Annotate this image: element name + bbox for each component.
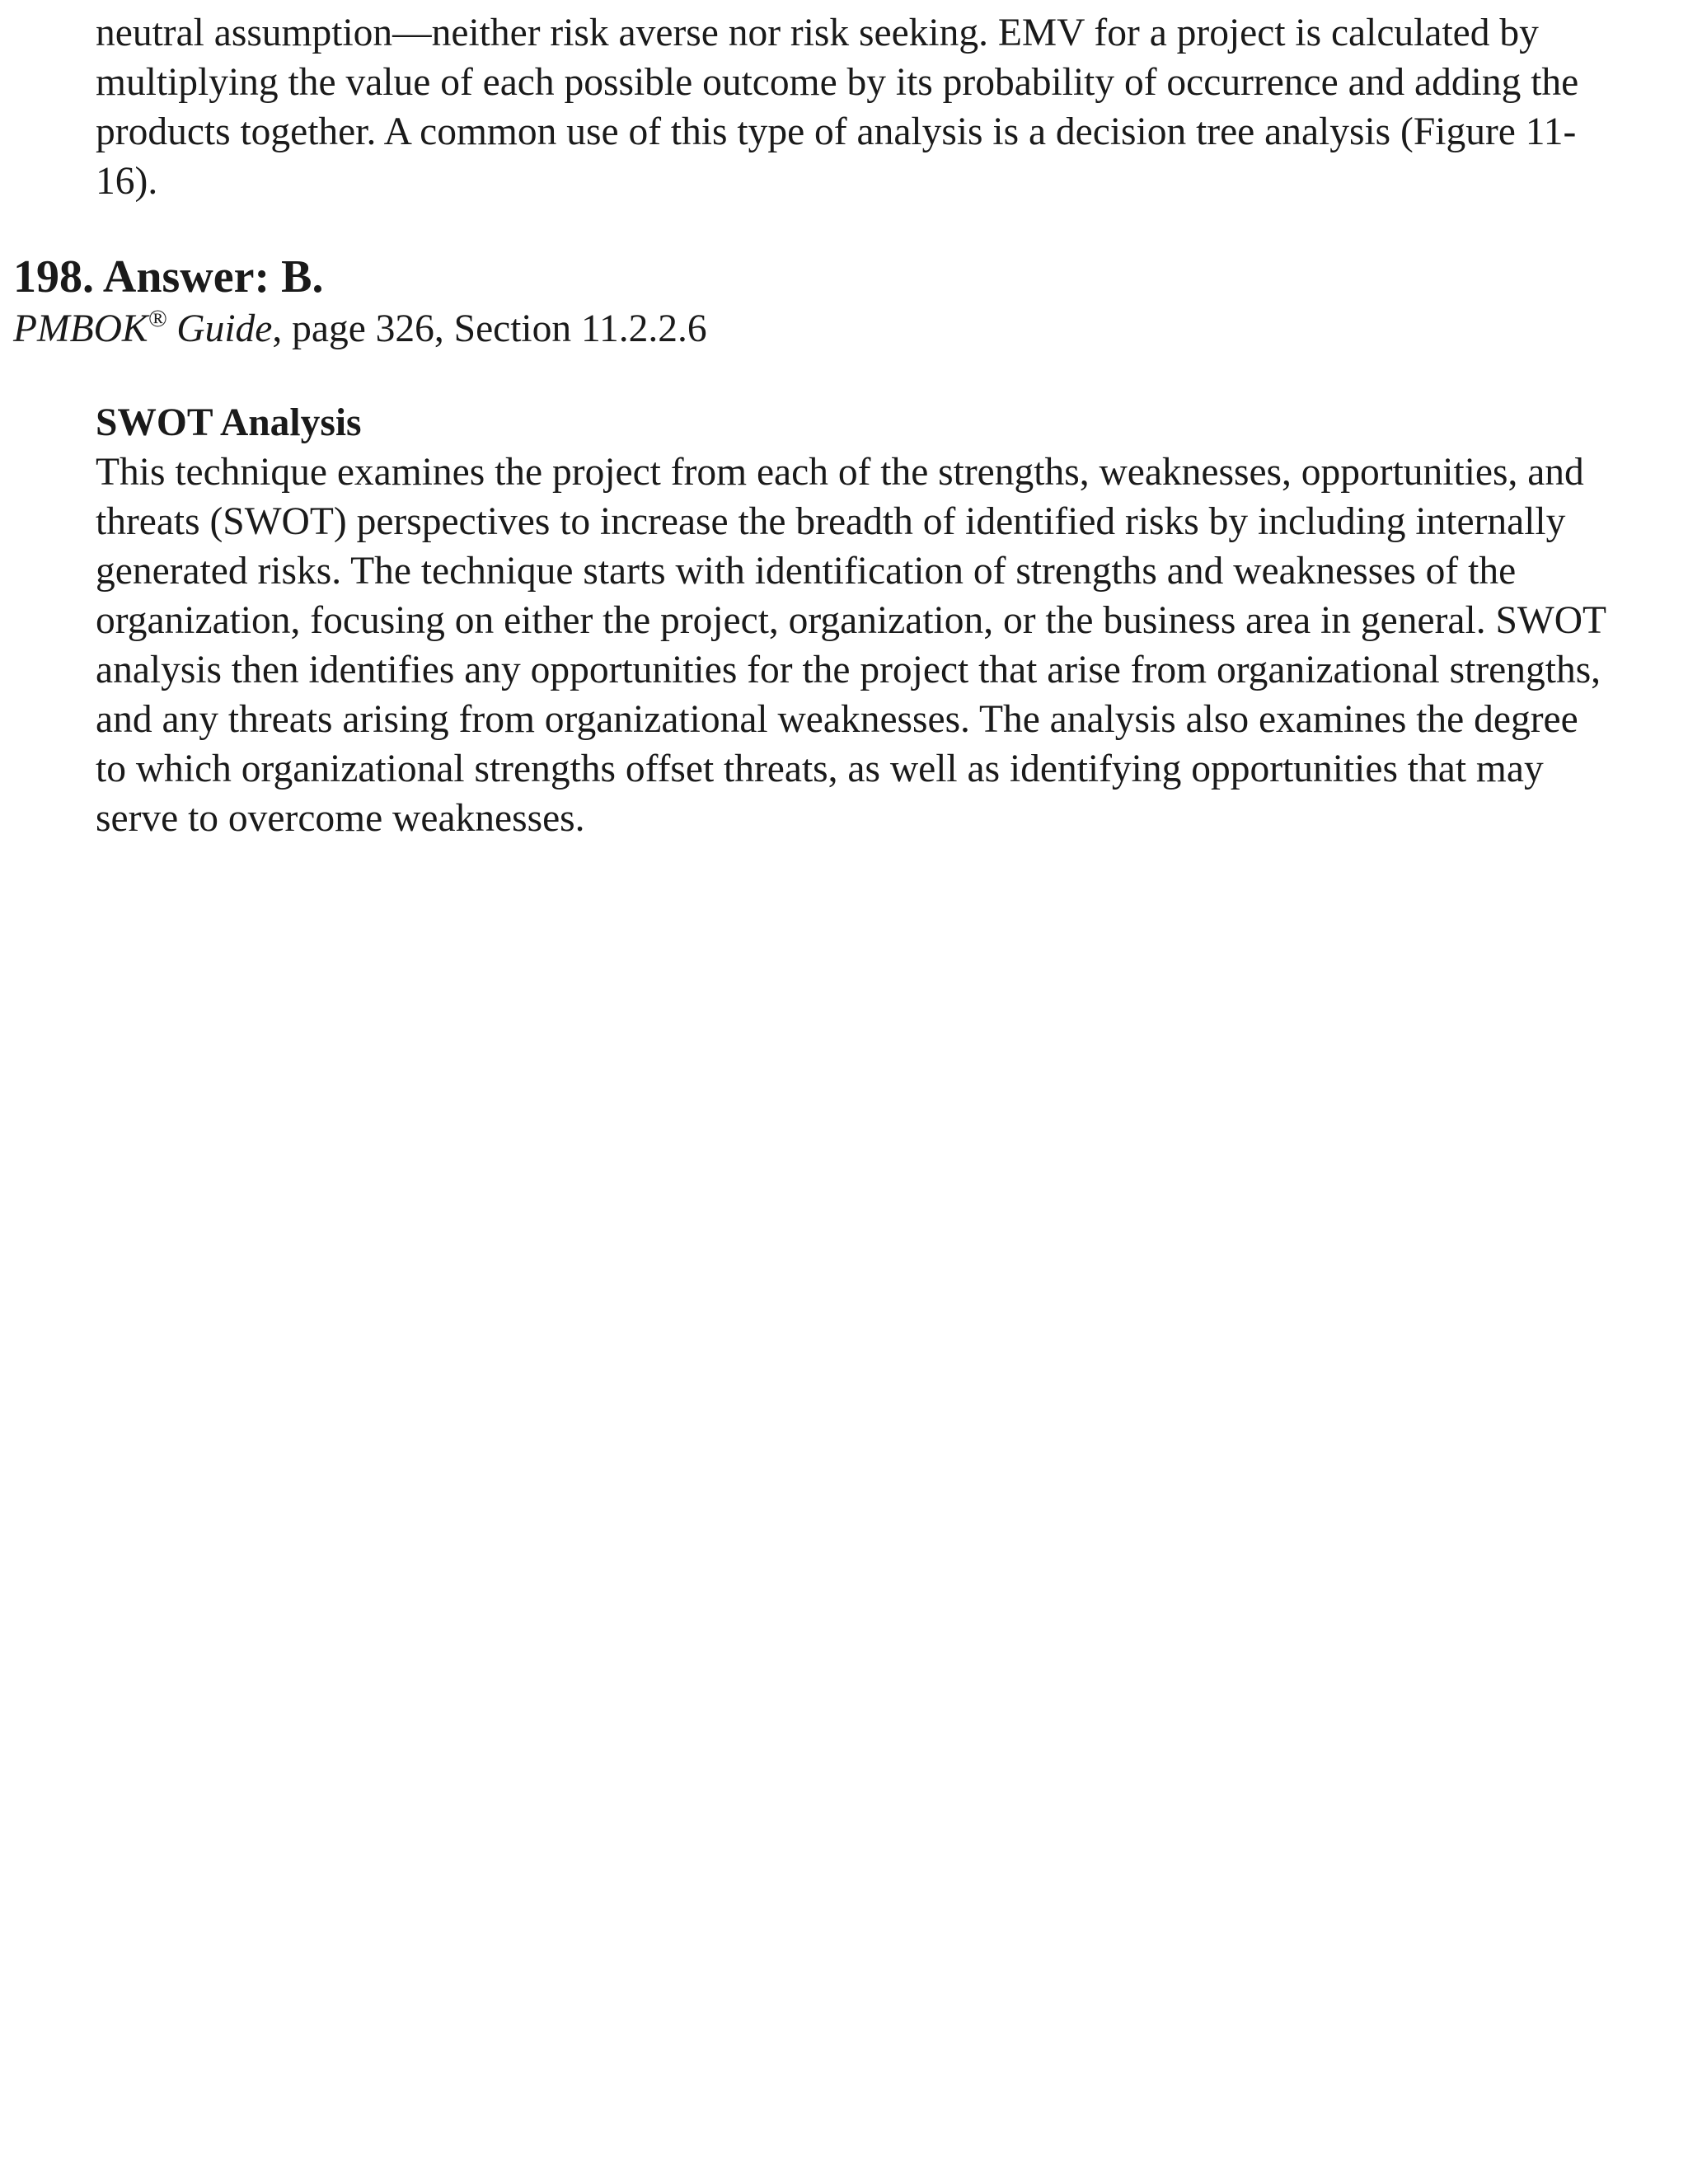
intro-line: multiplying the value of each possible outcome by its probability of occurrence and adding the bbox=[96, 61, 1579, 104]
reference-details: , page 326, Section 11.2.2.6 bbox=[272, 307, 707, 350]
swot-line: threats (SWOT) perspectives to increase the breadth of identified risks by including internally bbox=[96, 500, 1566, 543]
reference-book-title bbox=[13, 307, 272, 350]
registered-mark: ® bbox=[148, 305, 167, 332]
intro-line: neutral assumption—neither risk averse nor risk seeking. EMV for a project is calculated by bbox=[96, 12, 1539, 54]
swot-line: organization, focusing on either the project, organization, or the business area in general. SWOT bbox=[96, 599, 1607, 642]
reference-citation bbox=[13, 303, 707, 354]
swot-paragraph bbox=[96, 448, 1662, 843]
intro-line: 16). bbox=[96, 160, 158, 203]
swot-line: This technique examines the project from each of the strengths, weaknesses, opportunities, and bbox=[96, 451, 1584, 494]
reference-book-suffix: Guide bbox=[166, 307, 273, 350]
intro-paragraph bbox=[96, 8, 1662, 206]
swot-line: generated risks. The technique starts with identification of strengths and weaknesses of the bbox=[96, 550, 1517, 593]
swot-line: and any threats arising from organizational weaknesses. The analysis also examines the degree bbox=[96, 698, 1578, 741]
reference-book: PMBOK bbox=[13, 307, 148, 350]
answer-heading: 198. Answer: B. bbox=[13, 251, 324, 302]
swot-line: analysis then identifies any opportunities for the project that arise from organizational strengths, bbox=[96, 649, 1601, 691]
swot-heading: SWOT Analysis bbox=[96, 401, 362, 444]
swot-line: to which organizational strengths offset threats, as well as identifying opportunities that may bbox=[96, 748, 1544, 790]
swot-line: serve to overcome weaknesses. bbox=[96, 797, 585, 840]
intro-line: products together. A common use of this type of analysis is a decision tree analysis (Figure 11- bbox=[96, 110, 1577, 153]
